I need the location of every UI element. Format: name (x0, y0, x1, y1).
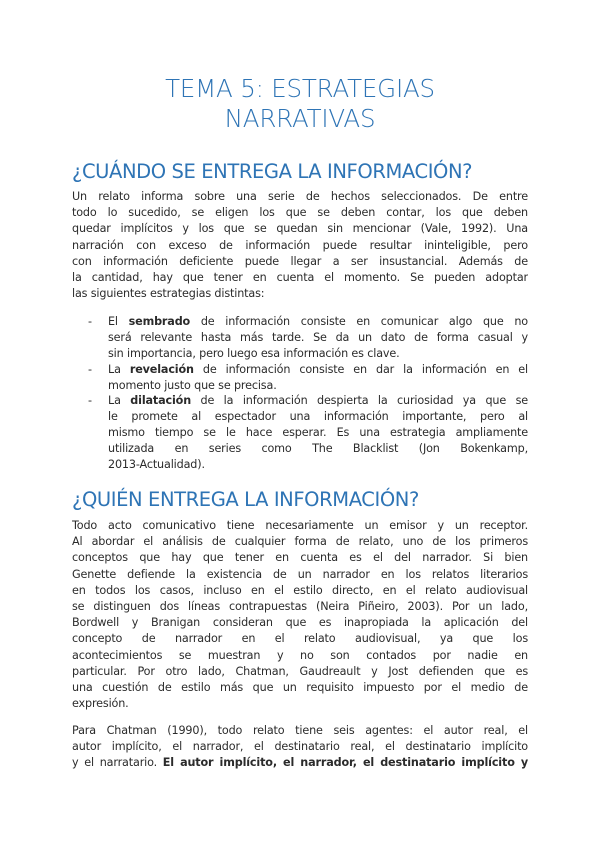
term-dilatacion: dilatación (130, 394, 192, 408)
text-line: acontecimientos se muestran y no son contados por nadie en (72, 648, 528, 662)
document-title (0, 74, 600, 134)
text-line: todo lo sucedido, se eligen los que se deben contar, los que deben (72, 206, 528, 220)
text-line: 2013-Actualidad). (108, 458, 205, 472)
text-line: la cantidad, hay que tener en cuenta el momento. Se pueden adoptar (72, 270, 528, 284)
text-line: se distinguen dos líneas contrapuestas (Neira Piñeiro, 2003). Por un lado, (72, 599, 528, 613)
section2-paragraph-1 (72, 518, 528, 712)
text-line: y el narratario. El autor implícito, el narrador, el destinatario implícito y (72, 756, 528, 770)
text-line: expresión. (72, 697, 129, 711)
text-line: utilizada en series como The Blacklist (Jon Bokenkamp, (108, 442, 528, 456)
text-line: autor implícito, el narrador, el destinatario real, el destinatario implícito (72, 740, 528, 754)
text-line: le promete al espectador una información importante, pero al (108, 410, 528, 424)
list-item-sembrado (88, 314, 528, 362)
text-line: La revelación de información consiste en dar la información en el (108, 362, 528, 376)
text-line: momento justo que se precisa. (108, 378, 277, 392)
text-line: en todos los casos, incluso en el estilo directo, en el relato audiovisual (72, 583, 528, 597)
text-line: sin importancia, pero luego esa información es clave. (108, 346, 400, 360)
text-line: mismo tiempo se le hace esperar. Es una estrategia ampliamente (108, 426, 528, 440)
list-item-revelacion (88, 362, 528, 394)
text-line: Todo acto comunicativo tiene necesariamente un emisor y un receptor. (72, 519, 528, 532)
text-line: Un relato informa sobre una serie de hechos seleccionados. De entre (72, 190, 528, 203)
list-dash: - (88, 315, 92, 328)
text-line: concepto de narrador en el relato audiovisual, ya que los (72, 632, 528, 646)
text-line: conceptos que hay que tener en cuenta es el del narrador. Si bien (72, 551, 528, 565)
section-heading-quien: ¿QUIÉN ENTREGA LA INFORMACIÓN? (72, 488, 419, 511)
strategies-list (88, 314, 528, 473)
text-line: La dilatación de la información despierta la curiosidad ya que se (108, 394, 528, 408)
section2-paragraph-2 (72, 723, 528, 772)
title-line-1: TEMA 5: ESTRATEGIAS (165, 74, 435, 103)
term-revelacion: revelación (129, 362, 194, 376)
text-line: las siguientes estrategias distintas: (72, 287, 265, 301)
section-heading-cuando: ¿CUÁNDO SE ENTREGA LA INFORMACIÓN? (72, 160, 473, 183)
title-line-2: NARRATIVAS (224, 104, 376, 133)
bold-agents-text: El autor implícito, el narrador, el destinatario implícito y (162, 756, 528, 770)
text-line: Genette defiende la existencia de un narrador en los relatos literarios (72, 567, 528, 581)
list-dash: - (88, 362, 92, 376)
list-item-dilatacion (88, 393, 528, 472)
text-line: Al abordar el análisis de cualquier forma de relato, uno de los primeros (72, 535, 528, 549)
term-sembrado: sembrado (128, 315, 191, 328)
text-line: Para Chatman (1990), todo relato tiene seis agentes: el autor real, el (72, 724, 528, 737)
text-line: particular. Por otro lado, Chatman, Gaudreault y Jost defienden que es (72, 664, 528, 678)
section1-intro-paragraph (72, 189, 528, 302)
text-line: una cuestión de estilo más que un requisito impuesto por el medio de (72, 680, 528, 694)
text-line: El sembrado de información consiste en comunicar algo que no (108, 315, 528, 328)
text-line: con información deficiente puede llegar a ser insustancial. Además de (72, 254, 528, 268)
text-line: Bordwell y Branigan consideran que es inapropiada la aplicación del (72, 616, 528, 630)
text-line: quedar implícitos y los que se quedan sin mencionar (Vale, 1992). Una (72, 222, 528, 236)
text-line: narración con exceso de información puede resultar ininteligible, pero (72, 238, 528, 252)
text-line: será relevante hasta más tarde. Se da un dato de forma casual y (108, 330, 528, 344)
list-dash: - (88, 394, 92, 408)
